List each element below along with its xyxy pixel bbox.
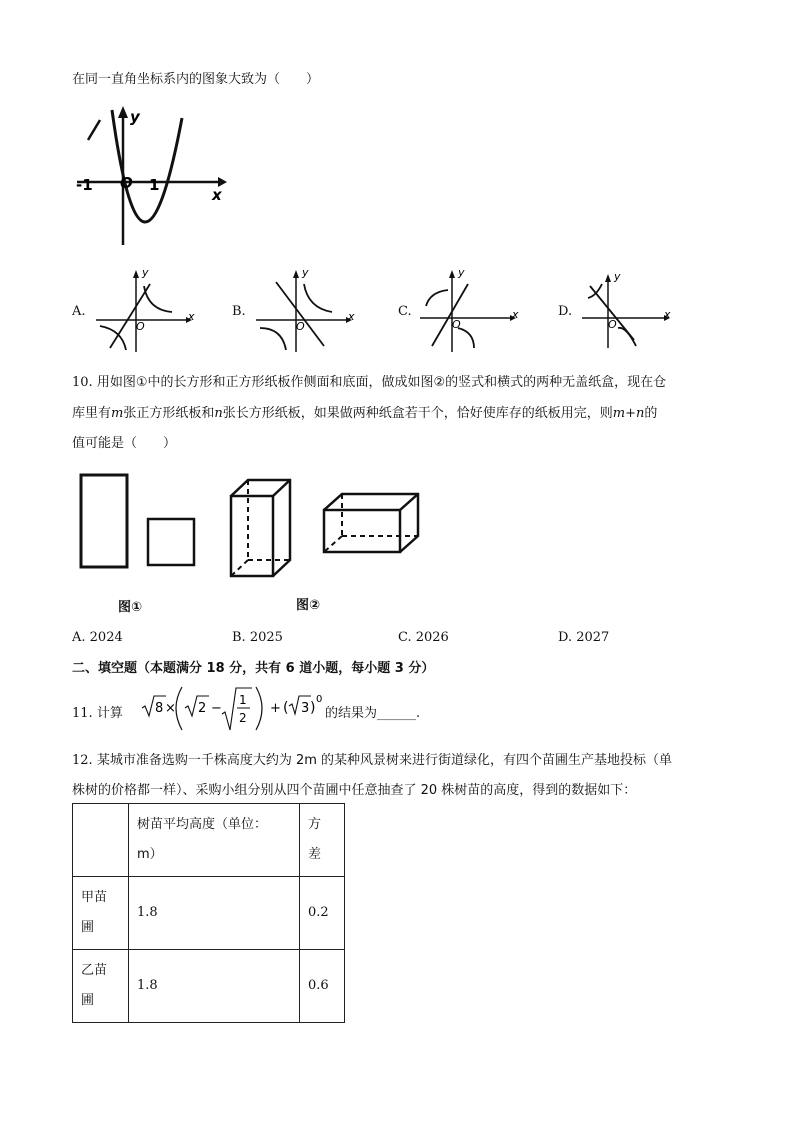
row-height: [129, 877, 300, 950]
q10-var-n: n: [214, 406, 223, 421]
q11-frac-num: 1: [239, 693, 247, 707]
table-header-height: [129, 804, 300, 877]
row2-variance: 0.6: [308, 978, 329, 993]
q10-var-mn: m+n: [612, 406, 645, 421]
q11-plus: +: [270, 701, 281, 716]
q9-d-x: x: [664, 308, 671, 321]
table-row: [73, 950, 345, 1023]
row1-name-line2: 圃: [81, 920, 95, 935]
q9-d-y: y: [614, 270, 621, 283]
q9-a-x: x: [188, 310, 195, 323]
q9-option-b-label[interactable]: B.: [232, 304, 246, 319]
q11-minus: −: [211, 701, 222, 716]
row1-variance: 0.2: [308, 905, 329, 920]
q9-b-origin: O: [296, 320, 305, 333]
q9-option-a-graph[interactable]: [92, 262, 196, 354]
q10-line2-d: 的: [644, 406, 658, 421]
q10-line3: 值可能是（ ）: [72, 436, 177, 451]
row2-height: 1.8: [137, 978, 158, 993]
table-header-empty: [73, 804, 129, 877]
table-row: [73, 877, 345, 950]
q11-paren-open: (: [283, 700, 289, 716]
q9-option-c-label[interactable]: C.: [398, 304, 412, 319]
q10-var-m: m: [111, 406, 124, 421]
q9-d-origin: O: [608, 318, 617, 331]
q11-end: .: [416, 706, 421, 721]
section2-heading: 二、填空题（本题满分 18 分，共有 6 道小题，每小题 3 分）: [72, 661, 435, 676]
q9-main-origin: O: [120, 174, 133, 192]
q12-line1-text: 某城市准备选购一千株高度大约为 2m 的某种风景树来进行街道绿化，有四个苗圃生产基地投标（单: [96, 753, 673, 768]
row-name: [73, 950, 129, 1023]
q11-frac-den: 2: [239, 711, 247, 725]
q12-line2: 株树的价格都一样）、采购小组分别从四个苗圃中任意抽查了 20 株树苗的高度，得到的数据如下：: [72, 783, 637, 798]
q10-option-a[interactable]: A. 2024: [72, 630, 123, 645]
q9-option-a-label[interactable]: A.: [72, 304, 86, 319]
q10-number: 10.: [72, 375, 93, 390]
row-variance: [300, 877, 345, 950]
q9-main-tick-neg: -1: [76, 176, 93, 194]
q9-stem: 在同一直角坐标系内的图象大致为（ ）: [72, 72, 320, 87]
q9-option-d-graph[interactable]: [578, 268, 674, 352]
row1-height: 1.8: [137, 905, 158, 920]
q9-a-origin: O: [136, 320, 145, 333]
q10-line2: [72, 402, 657, 421]
row-variance: [300, 950, 345, 1023]
q10-option-c[interactable]: C. 2026: [398, 630, 449, 645]
q10-line1-text: 用如图①中的长方形和正方形纸板作侧面和底面，做成如图②的竖式和横式的两种无盖纸盒，现在仓: [96, 375, 667, 390]
q11-suffix: [325, 702, 420, 721]
q9-c-x: x: [512, 308, 519, 321]
q10-figure2: [224, 476, 434, 580]
q9-option-d-label[interactable]: D.: [558, 304, 573, 319]
q9-main-y-label: y: [130, 108, 140, 126]
q11-answer-blank[interactable]: ______: [377, 706, 417, 721]
header-variance-line2: 差: [308, 847, 322, 862]
q11-sqrt2: 2: [198, 701, 207, 716]
row2-name-line1: 乙苗: [81, 963, 108, 978]
q9-option-c-graph[interactable]: [416, 262, 520, 354]
q11-math-expression-2: [283, 688, 325, 728]
q11-number: 11.: [72, 706, 93, 721]
q10-line2-a: 库里有: [72, 406, 112, 421]
q11-prefix-text: 计算: [96, 706, 123, 721]
header-height-line1: 树苗平均高度（单位：: [137, 817, 268, 832]
q9-main-x-label: x: [212, 186, 222, 204]
table-header-variance: [300, 804, 345, 877]
q9-main-tick-pos: 1: [149, 176, 160, 194]
q10-line2-c: 张长方形纸板，如果做两种纸盒若干个，恰好使库存的纸板用完，则: [222, 406, 613, 421]
q11-prefix: [72, 702, 123, 721]
q10-line2-b: 张正方形纸板和: [123, 406, 215, 421]
row2-name-line2: 圃: [81, 993, 95, 1008]
header-variance-line1: 方: [308, 817, 322, 832]
q11-sqrt8: 8: [155, 701, 164, 716]
q11-times: ×: [165, 701, 176, 716]
q9-option-b-graph[interactable]: [252, 262, 356, 354]
q12-number: 12.: [72, 753, 93, 768]
q11-suffix-text: 的结果为: [325, 706, 378, 721]
q11-math-expression: [140, 684, 289, 734]
q10-figure1: [76, 472, 206, 576]
row1-name-line1: 甲苗: [81, 890, 108, 905]
q12-data-table: [72, 803, 345, 1023]
q9-c-origin: O: [452, 318, 461, 331]
q11-paren-close: ): [310, 700, 316, 716]
header-height-line2: m）: [137, 847, 163, 862]
q10-option-d[interactable]: D. 2027: [558, 630, 610, 645]
q9-b-x: x: [348, 310, 355, 323]
q12-line1: [72, 749, 672, 768]
q11-sqrt3: 3: [301, 701, 310, 716]
q9-b-y: y: [302, 266, 309, 279]
q10-line1: [72, 371, 666, 390]
q9-c-y: y: [458, 266, 465, 279]
row-height: [129, 950, 300, 1023]
q10-figure1-caption: 图①: [118, 600, 143, 615]
q9-main-graph: [72, 100, 232, 250]
q9-a-y: y: [142, 266, 149, 279]
q10-figure2-caption: 图②: [296, 598, 321, 613]
table-header-row: [73, 804, 345, 877]
q10-option-b[interactable]: B. 2025: [232, 630, 283, 645]
q11-exp0: 0: [316, 694, 323, 705]
row-name: [73, 877, 129, 950]
